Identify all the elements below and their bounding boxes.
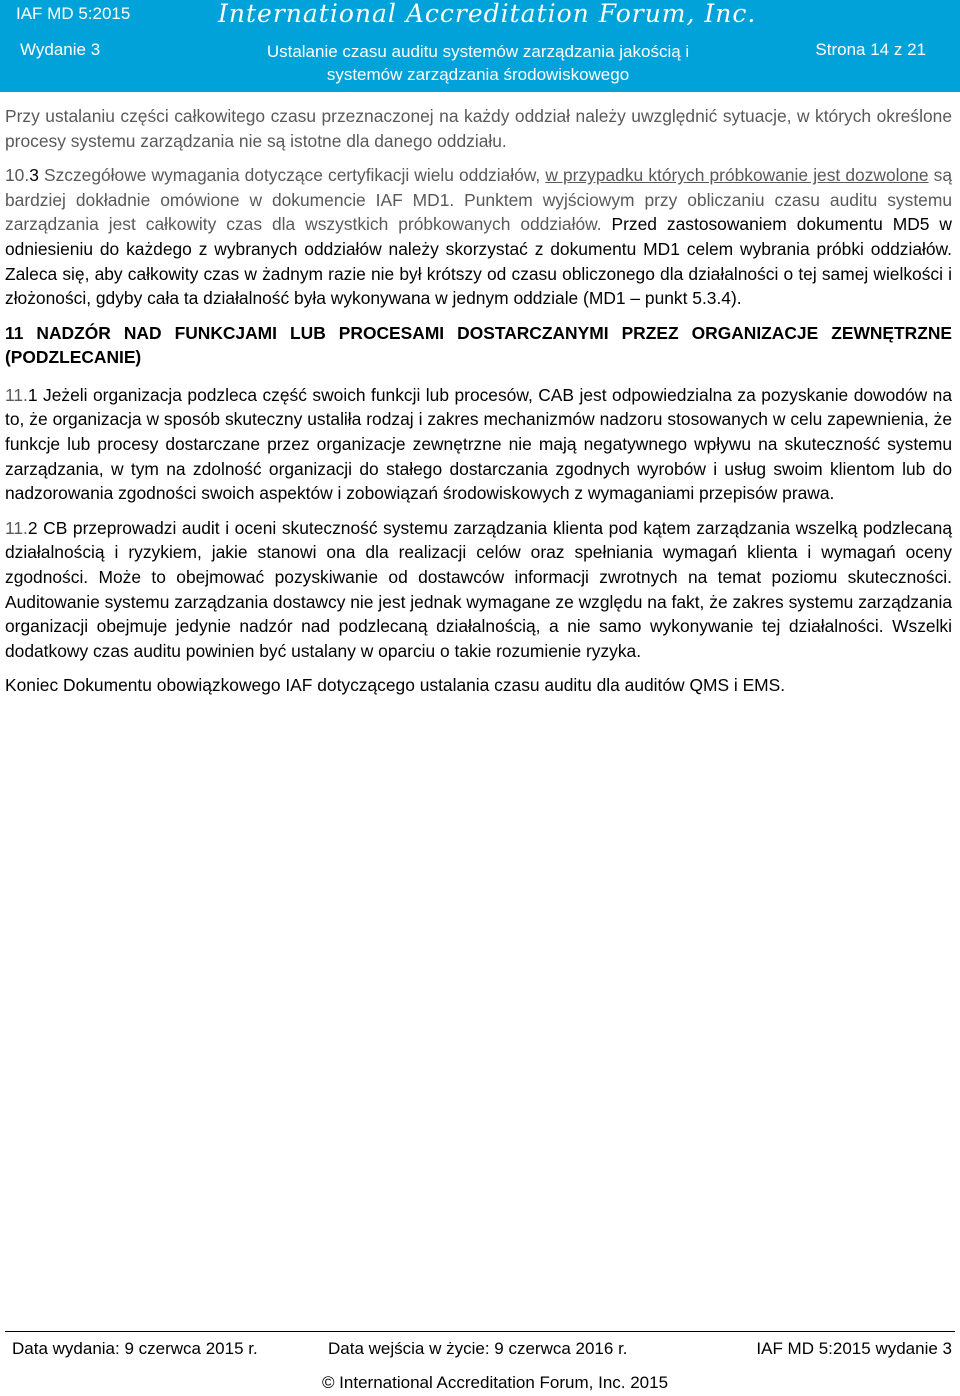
- header-document-title: Ustalanie czasu auditu systemów zarządzania jakością i systemów zarządzania środowiskowego: [266, 42, 690, 84]
- paragraph-11-1: [5, 383, 952, 506]
- paragraph-sites-note: Przy ustalaniu części całkowitego czasu przeznaczonej na każdy oddział należy uwzględnić sytuacje, w których określone procesy systemu zarządzania nie są istotne dla danego oddziału.: [5, 106, 952, 151]
- page-header: [0, 0, 960, 92]
- header-organization: International Accreditation Forum, Inc.: [218, 0, 757, 28]
- footer-doc-reference: IAF MD 5:2015 wydanie 3: [756, 1339, 952, 1358]
- header-doc-id: IAF MD 5:2015: [16, 4, 131, 23]
- header-page-number: Strona 14 z 21: [815, 40, 926, 59]
- clause-10-3-text-b: są bardziej dokładnie omówione w dokumencie IAF MD1. Punktem wyjściowym przy obliczaniu czasu auditu systemu zarządzania jest całkowity czas dla wszystkich próbkowanych oddziałów.: [5, 165, 952, 235]
- paragraph-end-of-document: Koniec Dokumentu obowiązkowego IAF dotyczącego ustalania czasu auditu dla auditów QMS i EMS.: [5, 675, 786, 696]
- paragraph-11-2: [5, 516, 952, 664]
- clause-number-11-1-b: 1: [27, 384, 38, 405]
- footer-copyright: © International Accreditation Forum, Inc. 2015: [321, 1373, 669, 1392]
- paragraph-10-3: [5, 163, 952, 311]
- clause-10-3-text-a: Szczegółowe wymagania dotyczące certyfikacji wielu oddziałów,: [43, 165, 546, 186]
- clause-10-3-text-c: Przed zastosowaniem dokumentu MD5 w odniesieniu do każdego z wybranych oddziałów należy skorzystać z dokumentu MD1 celem wybrania próbki oddziałów. Zaleca się, aby całkowity czas w żadnym razie nie był krótszy od czasu obliczonego dla działalności o tej samej wielkości i złożoności, gdyby cała ta działalność była wykonywana w jednym oddziale (MD1 – punkt 5.3.4).: [5, 214, 952, 309]
- clause-number-11-1-a: 11.: [5, 384, 28, 405]
- clause-number-11-2-a: 11.: [5, 517, 28, 538]
- clause-11-1-text: Jeżeli organizacja podzleca część swoich funkcji lub procesów, CAB jest odpowiedzialna za pozyskanie dowodów na to, że organizacja w sposób skuteczny ustaliła rodzaj i zakres mechanizmów nadzoru stosowanych w celu zapewnienia, że funkcje lub procesy dostarczane przez organizacje zewnętrzne nie mają negatywnego wpływu na skuteczność systemu zarządzania, w tym na zdolność organizacji do stałego dostarczania zgodnych wyrobów i usług swoim klientom lub do nadzorowania zgodności swoich aspektów i zobowiązań środowiskowych z wymaganiami przepisów prawa.: [5, 384, 952, 504]
- section-heading-11: 11 NADZÓR NAD FUNKCJAMI LUB PROCESAMI DOSTARCZANYMI PRZEZ ORGANIZACJE ZEWNĘTRZNE (PODZLECANIE): [5, 322, 952, 367]
- document-body: [5, 104, 952, 708]
- header-edition: Wydanie 3: [20, 40, 101, 59]
- clause-10-3-underlined: w przypadku których próbkowanie jest dozwolone: [545, 165, 929, 186]
- footer-effective-date: Data wejścia w życie: 9 czerwca 2016 r.: [328, 1339, 628, 1358]
- footer-divider: [5, 1331, 955, 1332]
- clause-number-10-3-b: 3: [29, 165, 39, 186]
- footer-issue-date: Data wydania: 9 czerwca 2015 r.: [12, 1339, 258, 1358]
- clause-number-11-2-b: 2: [27, 517, 38, 538]
- clause-11-2-text: CB przeprowadzi audit i oceni skuteczność systemu zarządzania klienta pod kątem zarządzania wszelką podzlecaną działalnością i ryzykiem, jakie stanowi ona dla realizacji celów oraz spełniania wymagań klienta i wymagań oceny zgodności. Może to obejmować pozyskiwanie od dostawców informacji zwrotnych na temat poziomu skuteczności. Auditowanie systemu zarządzania dostawcy nie jest jednak wymagane ze względu na fakt, że zakres systemu zarządzania organizacji obejmuje jedynie nadzór nad podzlecaną działalnością, a nie samo wykonywanie tej działalności. Wszelki dodatkowy czas auditu powinien być ustalany w oparciu o takie rozumienie ryzyka.: [5, 517, 952, 661]
- clause-number-10-3-a: 10.: [5, 165, 30, 186]
